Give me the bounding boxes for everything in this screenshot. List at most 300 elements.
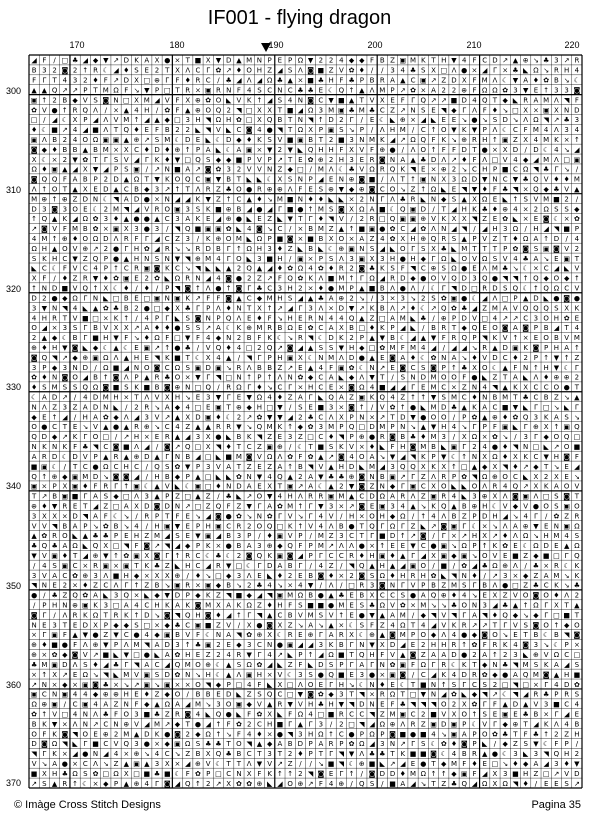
stitch-symbol: ■ [420,750,427,758]
stitch-symbol: / [289,225,292,233]
stitch-symbol: / [402,146,405,154]
stitch-symbol: ◆ [236,641,242,649]
stitch-symbol: A [482,651,487,659]
stitch-symbol: ■ [307,77,314,85]
stitch-symbol: ◥ [31,582,37,590]
stitch-symbol: ◣ [195,126,201,134]
stitch-symbol: 3 [534,413,538,421]
stitch-symbol: D [492,285,497,293]
stitch-symbol: 4 [308,265,313,273]
stitch-symbol: ◙ [379,582,386,590]
stitch-symbol: ◙ [369,770,376,778]
stitch-symbol: Λ [452,67,457,75]
stitch-symbol: N [267,641,272,649]
stitch-symbol: ◣ [277,710,283,718]
stitch-symbol: 4 [134,106,139,114]
stitch-symbol: Γ [165,77,169,85]
stitch-symbol: K [370,304,375,312]
stitch-symbol: Ω [154,334,160,342]
stitch-symbol: 3 [513,750,517,758]
stitch-symbol: ▲ [124,780,130,788]
stitch-symbol: ◢ [246,205,252,213]
stitch-symbol: Ω [83,671,89,679]
stitch-symbol: ↑ [308,651,314,659]
stitch-symbol: ↘ [175,750,181,758]
stitch-symbol: R [533,691,538,699]
stitch-symbol: Q [574,423,580,431]
stitch-symbol: M [236,453,242,461]
stitch-symbol: ■ [553,701,560,709]
stitch-symbol: 2 [523,354,527,362]
stitch-symbol: S [257,86,262,94]
stitch-symbol: ◥ [175,285,181,293]
stitch-symbol: Λ [400,720,405,728]
stitch-symbol: ◥ [513,780,519,788]
stitch-symbol: ↘ [461,423,467,431]
stitch-symbol: T [92,86,98,94]
stitch-symbol: ▣ [574,156,581,164]
stitch-symbol: Ω [236,384,242,392]
stitch-symbol: ▲ [226,265,232,273]
stitch-symbol: ◥ [451,572,457,580]
stitch-symbol: □ [102,770,109,778]
stitch-symbol: ◣ [318,394,324,402]
stitch-symbol: ◆ [62,473,68,481]
stitch-symbol: ↗ [62,126,68,134]
stitch-symbol: ✿ [390,225,396,233]
stitch-symbol: P [309,740,313,748]
stitch-symbol: ■ [236,156,243,164]
stitch-symbol: ♦ [523,780,529,788]
stitch-symbol: N [236,374,241,382]
stitch-symbol: Λ [278,453,283,461]
stitch-symbol: □ [92,314,99,322]
stitch-symbol: ♦ [307,195,313,203]
stitch-symbol: B [124,304,129,312]
stitch-symbol: P [349,413,353,421]
stitch-symbol: C [564,701,569,709]
stitch-symbol: ◆ [431,631,437,639]
stitch-symbol: D [267,562,272,570]
stitch-symbol: ◣ [113,671,119,679]
stitch-symbol: N [93,195,98,203]
stitch-symbol: X [175,304,180,312]
stitch-symbol: ◥ [513,661,519,669]
stitch-symbol: 3 [349,136,353,144]
stitch-symbol: 4 [421,621,426,629]
stitch-symbol: ♣ [205,740,211,748]
stitch-symbol: ☾ [471,720,477,728]
stitch-symbol: Q [451,275,457,283]
stitch-symbol: ⊕ [175,384,181,392]
stitch-symbol: X [441,176,446,184]
stitch-symbol: ◢ [257,77,263,85]
stitch-symbol: ↑ [441,681,447,689]
stitch-symbol: ▼ [287,701,293,709]
stitch-symbol: V [73,285,78,293]
stitch-symbol: Λ [124,413,129,421]
stitch-symbol: ↘ [420,780,426,788]
stitch-symbol: 4 [564,532,569,540]
stitch-symbol: ▲ [390,562,396,570]
stitch-symbol: Q [185,225,191,233]
stitch-symbol: 3 [534,750,538,758]
stitch-symbol: A [124,195,129,203]
stitch-symbol: V [83,453,88,461]
stitch-symbol: O [205,106,211,114]
stitch-symbol: B [400,433,405,441]
stitch-symbol: T [51,77,57,85]
stitch-symbol: Ω [482,195,488,203]
stitch-symbol: □ [205,483,212,491]
stitch-symbol: ◆ [287,166,293,174]
stitch-symbol: F [257,770,261,778]
stitch-symbol: Q [482,275,488,283]
stitch-symbol: 2 [329,156,333,164]
stitch-symbol: × [349,195,355,203]
stitch-symbol: H [349,344,354,352]
stitch-symbol: D [462,314,467,322]
stitch-symbol: S [165,463,170,471]
stitch-symbol: ↑ [574,136,580,144]
stitch-symbol: ◆ [175,473,181,481]
stitch-symbol: P [83,522,87,530]
stitch-symbol: ◙ [389,730,396,738]
stitch-symbol: T [62,621,68,629]
stitch-symbol: X [267,106,272,114]
stitch-symbol: V [42,106,47,114]
stitch-symbol: ↗ [492,572,498,580]
stitch-symbol: K [308,275,313,283]
stitch-symbol: Γ [83,324,87,332]
stitch-symbol: B [380,473,385,481]
stitch-symbol: ♣ [338,592,344,600]
stitch-symbol: C [277,225,282,233]
stitch-symbol: N [72,364,77,372]
stitch-symbol: F [483,641,487,649]
stitch-symbol: / [156,106,159,114]
stitch-symbol: 3 [134,710,138,718]
stitch-symbol: Q [185,176,191,184]
stitch-symbol: H [390,255,395,263]
stitch-symbol: ◆ [165,740,171,748]
stitch-symbol: ◣ [482,374,488,382]
stitch-symbol: ◥ [513,186,519,194]
stitch-symbol: □ [143,294,150,302]
stitch-symbol: O [390,186,396,194]
stitch-symbol: Q [502,611,508,619]
stitch-symbol: 4 [462,592,467,600]
stitch-symbol: ▼ [103,552,109,560]
stitch-symbol: V [114,740,119,748]
stitch-symbol: ♦ [226,443,232,451]
stitch-symbol: ♦ [277,265,283,273]
stitch-symbol: ◆ [185,542,191,550]
stitch-symbol: ♣ [318,294,324,302]
stitch-symbol: ⊕ [267,186,273,194]
stitch-symbol: ▲ [328,621,334,629]
stitch-symbol: B [216,245,221,253]
stitch-symbol: Q [216,106,222,114]
stitch-symbol: S [73,384,78,392]
stitch-symbol: ◙ [287,235,294,243]
stitch-symbol: 3 [298,730,302,738]
stitch-symbol: Z [114,760,119,768]
stitch-symbol: ■ [307,235,314,243]
stitch-symbol: ⊕ [175,146,181,154]
stitch-symbol: 2 [155,67,159,75]
stitch-symbol: S [83,770,88,778]
stitch-symbol: Q [400,205,406,213]
stitch-symbol: P [360,77,364,85]
stitch-symbol: N [410,106,415,114]
stitch-symbol: × [297,235,303,243]
stitch-symbol: ◙ [113,473,120,481]
stitch-symbol: ✿ [246,631,252,639]
stitch-symbol: × [369,691,375,699]
stitch-symbol: ▼ [472,126,478,134]
stitch-symbol: ♦ [502,413,508,421]
stitch-symbol: / [320,582,323,590]
stitch-symbol: T [72,463,78,471]
stitch-symbol: ▣ [359,394,366,402]
stitch-symbol: 2 [452,86,456,94]
stitch-symbol: 4 [452,631,457,639]
stitch-symbol: ◙ [246,552,253,560]
stitch-symbol: ↘ [574,473,580,481]
stitch-symbol: T [574,611,580,619]
stitch-symbol: ⊕ [349,473,355,481]
stitch-symbol: T [523,631,529,639]
stitch-symbol: ↘ [185,245,191,253]
stitch-symbol: O [554,275,560,283]
stitch-symbol: ◆ [154,631,160,639]
stitch-symbol: Q [124,126,130,134]
stitch-symbol: ✿ [420,225,426,233]
stitch-symbol: 3 [145,413,149,421]
stitch-symbol: A [298,394,303,402]
stitch-symbol: O [31,730,37,738]
stitch-symbol: ↗ [502,57,508,65]
stitch-symbol: ♦ [379,681,385,689]
stitch-symbol: ▼ [216,394,222,402]
stitch-symbol: V [237,96,242,104]
stitch-symbol: ✿ [502,215,508,223]
stitch-symbol: 4 [216,354,221,362]
stitch-symbol: F [493,186,497,194]
stitch-symbol: F [165,334,169,342]
stitch-symbol: R [441,324,446,332]
stitch-symbol: K [544,483,549,491]
stitch-symbol: ↘ [472,592,478,600]
stitch-symbol: 3 [63,205,67,213]
stitch-symbol: M [502,394,508,402]
stitch-symbol: / [361,116,364,124]
stitch-symbol: C [390,592,395,600]
stitch-symbol: 4 [339,57,344,65]
stitch-symbol: H [328,77,333,85]
stitch-symbol: ↗ [113,57,119,65]
stitch-symbol: P [472,730,476,738]
stitch-symbol: E [196,136,200,144]
stitch-symbol: A [400,354,405,362]
stitch-symbol: D [533,146,538,154]
stitch-symbol: E [73,502,77,510]
stitch-symbol: 3 [52,621,56,629]
stitch-symbol: ● [492,443,498,451]
stitch-symbol: ↑ [164,344,170,352]
stitch-symbol: ◣ [206,136,212,144]
stitch-symbol: Z [421,493,426,501]
stitch-symbol: E [513,631,517,639]
stitch-symbol: ↘ [441,602,447,610]
stitch-symbol: X [472,364,477,372]
stitch-symbol: A [52,760,57,768]
stitch-symbol: Γ [227,394,231,402]
stitch-symbol: ● [267,126,273,134]
stitch-symbol: M [144,96,150,104]
stitch-symbol: Γ [278,512,282,520]
stitch-symbol: × [349,235,355,243]
stitch-symbol: ♦ [502,443,508,451]
stitch-symbol: ■ [512,770,519,778]
stitch-symbol: ▣ [440,542,447,550]
stitch-symbol: S [175,532,180,540]
stitch-symbol: B [277,324,282,332]
stitch-symbol: ▣ [143,344,150,352]
stitch-symbol: Ω [175,364,181,372]
stitch-symbol: V [493,552,498,560]
stitch-symbol: X [349,631,354,639]
stitch-symbol: ◢ [298,106,304,114]
stitch-symbol: Γ [83,334,87,342]
stitch-symbol: Λ [390,195,395,203]
stitch-symbol: C [318,96,323,104]
stitch-symbol: F [370,146,374,154]
stitch-symbol: Z [175,235,180,243]
stitch-symbol: ↑ [134,116,140,124]
stitch-symbol: Ω [554,651,560,659]
stitch-symbol: M [430,433,436,441]
stitch-symbol: ◆ [52,334,58,342]
stitch-symbol: C [185,621,190,629]
stitch-symbol: × [451,384,457,392]
stitch-symbol: O [83,235,89,243]
stitch-symbol: ☾ [492,502,498,510]
stitch-symbol: V [482,235,487,243]
stitch-symbol: ↑ [349,275,355,283]
stitch-symbol: ↘ [451,136,457,144]
stitch-symbol: 3 [32,572,36,580]
stitch-symbol: ◙ [358,176,365,184]
stitch-symbol: 2 [575,750,579,758]
stitch-symbol: O [564,483,570,491]
stitch-symbol: ⊕ [31,344,37,352]
stitch-symbol: B [380,57,385,65]
stitch-symbol: H [431,641,436,649]
stitch-symbol: A [370,453,375,461]
stitch-symbol: ↗ [164,413,170,421]
stitch-symbol: S [196,740,201,748]
stitch-symbol: T [174,86,180,94]
stitch-symbol: B [544,324,549,332]
stitch-symbol: ♦ [512,463,518,471]
stitch-symbol: ● [420,760,426,768]
stitch-symbol: ✿ [318,265,324,273]
stitch-symbol: R [400,493,405,501]
stitch-symbol: ▼ [154,176,160,184]
stitch-symbol: N [42,285,47,293]
stitch-symbol: F [462,760,466,768]
stitch-symbol: 2 [339,116,343,124]
stitch-symbol: T [359,522,365,530]
stitch-symbol: ◣ [523,67,529,75]
stitch-symbol: ◥ [277,126,283,134]
stitch-symbol: Λ [114,582,119,590]
stitch-symbol: E [534,334,538,342]
stitch-symbol: ☾ [174,770,180,778]
stitch-symbol: □ [287,691,294,699]
stitch-symbol: ▼ [308,57,314,65]
stitch-symbol: A [52,572,57,580]
stitch-symbol: Γ [247,384,251,392]
stitch-symbol: ■ [512,552,519,560]
stitch-symbol: ◙ [41,225,48,233]
stitch-symbol: ↑ [308,205,314,213]
stitch-symbol: E [544,522,548,530]
stitch-symbol: K [544,661,549,669]
stitch-symbol: 4 [534,136,539,144]
stitch-symbol: Γ [145,156,149,164]
stitch-symbol: E [257,463,261,471]
stitch-symbol: E [308,403,312,411]
stitch-symbol: R [554,67,559,75]
stitch-symbol: ◆ [390,512,396,520]
stitch-symbol: ⊕ [297,780,303,788]
stitch-symbol: E [93,186,97,194]
stitch-symbol: C [359,493,364,501]
stitch-symbol: F [42,730,46,738]
stitch-symbol: M [277,195,283,203]
stitch-symbol: ◢ [298,294,304,302]
stitch-symbol: ☾ [348,621,354,629]
stitch-symbol: ♣ [318,701,324,709]
stitch-symbol: H [257,245,262,253]
stitch-symbol: ▣ [174,205,181,213]
stitch-symbol: ↘ [492,522,498,530]
stitch-symbol: 3 [237,532,241,540]
stitch-symbol: ▣ [174,740,181,748]
stitch-symbol: D [451,77,456,85]
stitch-symbol: ☾ [389,205,395,213]
stitch-symbol: ■ [574,443,581,451]
stitch-symbol: 4 [267,473,272,481]
stitch-symbol: H [564,750,569,758]
stitch-symbol: ◆ [502,96,508,104]
stitch-symbol: O [441,126,447,134]
stitch-symbol: ▼ [113,334,119,342]
stitch-symbol: □ [348,720,355,728]
stitch-symbol: ● [236,275,242,283]
stitch-symbol: K [431,463,436,471]
stitch-symbol: E [319,86,323,94]
stitch-symbol: C [83,463,88,471]
stitch-symbol: ◥ [451,285,457,293]
stitch-symbol: × [338,621,344,629]
stitch-symbol: ◥ [472,215,478,223]
stitch-symbol: ◙ [164,384,171,392]
stitch-symbol: Z [462,384,467,392]
